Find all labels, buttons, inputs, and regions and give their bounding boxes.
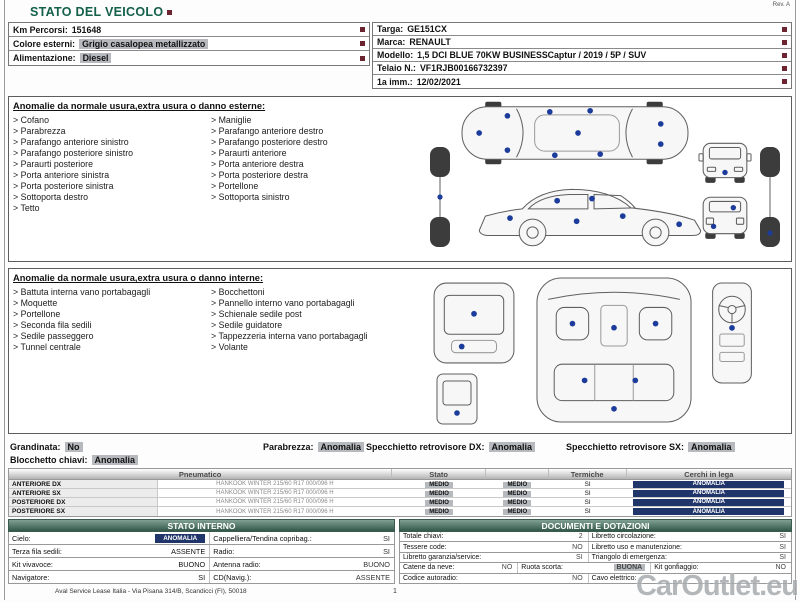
info-row-immatricolazione — [373, 75, 791, 88]
field-value: VF1RJB00166732397 — [419, 63, 508, 73]
edit-icon — [360, 27, 365, 32]
field-value: RENAULT — [409, 37, 451, 47]
tire-state-2: MEDIO — [503, 509, 531, 515]
dashboard-steering-diagram — [709, 281, 755, 385]
field-value: ASSENTE — [171, 546, 206, 556]
external-anomalies-col1 — [13, 115, 211, 214]
anomaly-item: > Tetto — [13, 203, 211, 214]
field-value: Grigio casalopea metallizzato — [79, 39, 208, 49]
alloy-wheel-status: ANOMALIA — [633, 499, 784, 506]
tire-description: HANKOOK WINTER 215/60 R17 000/096 H — [216, 490, 334, 496]
info-row-targa — [373, 23, 791, 36]
column-header-pneumatico: Pneumatico — [9, 469, 392, 479]
internal-anomalies-section — [8, 268, 792, 434]
tire-description: HANKOOK WINTER 215/60 R17 000/096 H — [216, 508, 334, 515]
winter-tire-flag: SI — [584, 480, 591, 488]
anomaly-item: > Parabrezza — [13, 126, 211, 137]
field-label: Parabrezza: — [263, 442, 314, 452]
field-value: GE151CX — [407, 24, 447, 34]
anomaly-item: > Tappezzeria interna vano portabagagli — [211, 331, 409, 342]
edit-icon — [360, 56, 365, 61]
field-label: Blocchetto chiavi: — [10, 455, 88, 465]
tire-position: ANTERIORE DX — [9, 480, 158, 488]
field-label: Navigatore: — [12, 572, 50, 582]
field-label: Colore esterni: — [13, 38, 76, 49]
anomaly-item: > Schienale sedile post — [211, 309, 409, 320]
page-title — [30, 5, 172, 19]
tire-row-posteriore-sx — [9, 507, 791, 516]
edit-icon — [167, 10, 172, 15]
anomaly-item: > Sottoporta destro — [13, 192, 211, 203]
field-label: Ruota scorta: — [517, 563, 595, 572]
watermark: CarOutlet.eu — [635, 570, 798, 602]
car-rear-view-diagram — [699, 191, 751, 241]
summary-section — [10, 442, 792, 465]
summary-item-grandinata — [10, 442, 263, 452]
summary-item-specchietto-sx — [566, 442, 735, 452]
anomaly-item: > Sedile passeggero — [13, 331, 211, 342]
edit-icon — [782, 40, 787, 45]
field-label: Totale chiavi: — [403, 533, 444, 541]
field-label: Catene da neve: — [403, 564, 455, 572]
field-value: Diesel — [80, 53, 112, 63]
field-value: SI — [383, 533, 390, 543]
external-anomalies-col2 — [211, 115, 409, 214]
anomaly-item: > Parafango posteriore sinistro — [13, 148, 211, 159]
field-label: Libretto garanzia/service: — [403, 554, 482, 562]
internal-anomalies-col2 — [211, 287, 409, 353]
field-value: BUONO — [178, 559, 206, 569]
tailgate-interior-diagram — [431, 281, 517, 365]
field-value: 1,5 DCI BLUE 70KW BUSINESSCaptur / 2019 / 5P / SUV — [417, 50, 647, 60]
field-label: Grandinata: — [10, 442, 61, 452]
documenti-row — [399, 532, 792, 542]
field-value: BUONA — [614, 564, 646, 571]
tire-state-2: MEDIO — [503, 482, 531, 488]
field-value: ANOMALIA — [155, 534, 205, 543]
section-title: Anomalie da normale usura,extra usura o danno esterne: — [13, 101, 266, 111]
anomaly-item: > Seconda fila sedili — [13, 320, 211, 331]
edit-icon — [782, 53, 787, 58]
field-value: SI — [779, 543, 786, 551]
anomaly-item: > Paraurti posteriore — [13, 159, 211, 170]
field-label: CD(Navig.): — [209, 571, 328, 583]
field-value: 2 — [578, 533, 583, 541]
vehicle-info-left — [8, 22, 370, 66]
tire-row-anteriore-dx — [9, 480, 791, 489]
field-value: ASSENTE — [355, 572, 390, 582]
info-row-marca — [373, 36, 791, 49]
car-front-view-diagram — [699, 137, 751, 185]
stato-interno-row — [8, 545, 395, 558]
tire-position: POSTERIORE SX — [9, 507, 158, 516]
vehicle-info-right — [372, 22, 792, 89]
tire-state: MEDIO — [425, 509, 453, 515]
field-label: Radio: — [209, 545, 328, 557]
field-label: Codice autoradio: — [403, 574, 458, 582]
field-label: Specchietto retrovisore SX: — [566, 442, 685, 452]
anomaly-item: > Parafango anteriore sinistro — [13, 137, 211, 148]
anomaly-item: > Paraurti anteriore — [211, 148, 409, 159]
field-value: Anomalia — [688, 442, 735, 452]
documenti-row — [399, 553, 792, 563]
column-header-termiche: Termiche — [549, 469, 627, 479]
anomaly-item: > Parafango posteriore destro — [211, 137, 409, 148]
info-row-telaio — [373, 62, 791, 75]
field-value: No — [65, 442, 83, 452]
footer-address: Aval Service Lease Italia - Via Pisana 314/B, Scandicci (FI), 50018 — [55, 588, 247, 595]
tire-state: MEDIO — [425, 482, 453, 488]
field-value: Anomalia — [92, 455, 139, 465]
field-label: Tessere code: — [403, 543, 447, 551]
anomaly-item: > Volante — [211, 342, 409, 353]
stato-interno-row — [8, 532, 395, 545]
field-label: Cappelliera/Tendina copribag.: — [209, 532, 328, 544]
documenti-row — [399, 542, 792, 552]
anomaly-item: > Cofano — [13, 115, 211, 126]
tire-row-posteriore-dx — [9, 498, 791, 507]
internal-anomalies-col1 — [13, 287, 211, 353]
field-value: NO — [572, 574, 583, 582]
panel-title: STATO INTERNO — [8, 519, 395, 532]
car-side-view-diagram — [469, 171, 715, 255]
summary-item-blocchetto — [10, 455, 138, 465]
alloy-wheel-status: ANOMALIA — [633, 508, 784, 515]
anomaly-item: > Sedile guidatore — [211, 320, 409, 331]
stato-interno-row — [8, 571, 395, 584]
field-label: Marca: — [377, 37, 406, 47]
field-value: SI — [576, 554, 583, 562]
revision-label: Rev. A — [772, 2, 790, 8]
anomaly-item: > Tunnel centrale — [13, 342, 211, 353]
field-value: BUONO — [363, 559, 390, 569]
front-axle-diagram — [427, 145, 453, 249]
field-label: Specchietto retrovisore DX: — [366, 442, 485, 452]
tire-description: HANKOOK WINTER 215/60 R17 000/096 H — [216, 499, 334, 505]
tire-description: HANKOOK WINTER 215/60 R17 000/096 H — [216, 481, 334, 487]
exterior-diagrams — [415, 101, 785, 259]
info-row-km — [9, 23, 369, 37]
info-row-alimentazione — [9, 51, 369, 65]
alloy-wheel-status: ANOMALIA — [633, 490, 784, 497]
field-value: Anomalia — [489, 442, 536, 452]
field-label: Cielo: — [12, 533, 31, 543]
info-row-modello — [373, 49, 791, 62]
field-label: Alimentazione: — [13, 53, 76, 63]
field-value: 151648 — [71, 24, 102, 35]
field-label: Terza fila sedili: — [12, 546, 62, 556]
field-label: Antenna radio: — [209, 558, 328, 570]
anomaly-item: > Bocchettoni — [211, 287, 409, 298]
summary-item-specchietto-dx — [366, 442, 566, 452]
field-label: Kit vivavoce: — [12, 559, 53, 569]
stato-interno-row — [8, 558, 395, 571]
column-header-cerchi: Cerchi in lega — [684, 469, 734, 479]
column-header-blank — [486, 469, 549, 479]
page-title-text: STATO DEL VEICOLO — [30, 5, 164, 19]
field-label: Triangolo di emergenza: — [588, 553, 733, 562]
field-value: NO — [572, 543, 583, 551]
summary-line-1 — [10, 442, 792, 452]
field-value: Anomalia — [318, 442, 365, 452]
tire-state: MEDIO — [425, 491, 453, 497]
winter-tire-flag: SI — [584, 508, 591, 515]
field-label: Kit gonfiaggio: — [650, 563, 728, 572]
anomaly-item: > Portellone — [211, 181, 409, 192]
field-value: 12/02/2021 — [416, 76, 461, 87]
tire-table — [8, 468, 792, 517]
field-value: NO — [501, 564, 513, 572]
interior-diagrams — [427, 273, 783, 431]
anomaly-item: > Porta posteriore sinistra — [13, 181, 211, 192]
tire-state-2: MEDIO — [503, 500, 531, 506]
field-label: Targa: — [377, 24, 404, 34]
field-value: SI — [779, 554, 786, 562]
car-top-view-diagram — [459, 101, 691, 165]
summary-line-2 — [10, 455, 792, 465]
anomaly-item: > Maniglie — [211, 115, 409, 126]
tire-position: ANTERIORE SX — [9, 489, 158, 497]
cabin-top-view-diagram — [533, 275, 695, 425]
panel-title: DOCUMENTI E DOTAZIONI — [399, 519, 792, 532]
anomaly-item: > Portellone — [13, 309, 211, 320]
winter-tire-flag: SI — [584, 498, 591, 506]
section-title: Anomalie da normale usura,extra usura o danno interne: — [13, 273, 264, 283]
field-value: NO — [775, 564, 786, 572]
trunk-panel-diagram — [433, 371, 481, 427]
field-label: Km Percorsi: — [13, 24, 68, 35]
anomaly-item: > Battuta interna vano portabagagli — [13, 287, 211, 298]
stato-interno-panel — [8, 519, 395, 584]
field-value: SI — [779, 533, 786, 541]
page-left-edge — [4, 0, 5, 600]
field-value: SI — [383, 546, 390, 556]
page-number: 1 — [393, 588, 397, 595]
rear-axle-diagram — [757, 145, 783, 249]
anomaly-item: > Pannello interno vano portabagagli — [211, 298, 409, 309]
anomaly-item: > Porta anteriore sinistra — [13, 170, 211, 181]
column-header-stato: Stato — [392, 469, 486, 479]
tire-position: POSTERIORE DX — [9, 498, 158, 506]
external-anomalies-section — [8, 96, 792, 262]
anomaly-item: > Moquette — [13, 298, 211, 309]
alloy-wheel-status: ANOMALIA — [633, 481, 784, 488]
tire-table-header — [9, 469, 791, 480]
field-label: 1a imm.: — [377, 76, 413, 87]
field-label: Cavo elettrico: — [588, 574, 733, 583]
tire-state: MEDIO — [425, 500, 453, 506]
page-right-edge — [795, 0, 796, 600]
field-label: Libretto circolazione: — [588, 532, 733, 541]
anomaly-item: > Sottoporta sinistro — [211, 192, 409, 203]
tire-state-2: MEDIO — [503, 491, 531, 497]
anomaly-item: > Porta anteriore destra — [211, 159, 409, 170]
anomaly-item: > Parafango anteriore destro — [211, 126, 409, 137]
anomaly-item: > Porta posteriore destra — [211, 170, 409, 181]
edit-icon — [360, 41, 365, 46]
field-label: Libretto uso e manutenzione: — [588, 542, 733, 551]
summary-item-parabrezza — [263, 442, 366, 452]
tire-row-anteriore-sx — [9, 489, 791, 498]
winter-tire-flag: SI — [584, 489, 591, 497]
edit-icon — [782, 66, 787, 71]
edit-icon — [782, 79, 787, 84]
info-row-colore — [9, 37, 369, 51]
field-label: Telaio N.: — [377, 63, 416, 73]
field-label: Modello: — [377, 50, 414, 60]
field-value: SI — [198, 572, 206, 582]
edit-icon — [782, 27, 787, 32]
